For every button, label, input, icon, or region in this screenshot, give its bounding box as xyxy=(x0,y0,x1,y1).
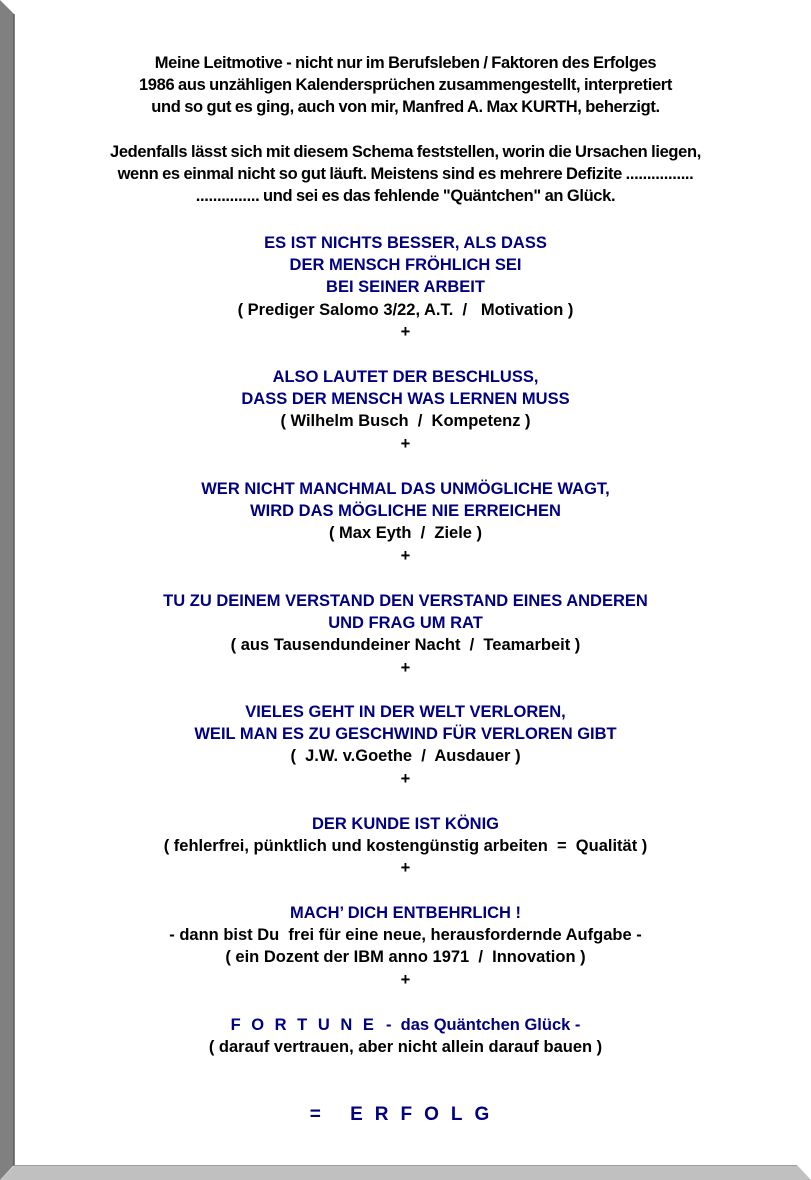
plus-operator: + xyxy=(400,859,411,878)
motto-line: DER KUNDE IST KÖNIG xyxy=(311,815,499,833)
motto-line: WIRD DAS MÖGLICHE NIE ERREICHEN xyxy=(250,502,561,521)
page-frame-left-edge xyxy=(0,0,15,1180)
intro-line: 1986 aus unzähligen Kalendersprüchen zusammengestellt, interpretiert xyxy=(138,76,673,95)
motto-section-kompetenz xyxy=(15,366,796,455)
motto-subline: - dann bist Du frei für eine neue, herausfordernde Aufgabe - xyxy=(169,926,642,945)
motto-section-innovation xyxy=(15,902,796,991)
motto-line: BEI SEINER ARBEIT xyxy=(326,278,485,297)
intro-line: und so gut es ging, auch von mir, Manfred A. Max KURTH, beherzigt. xyxy=(151,98,660,117)
plus-operator: + xyxy=(400,322,411,341)
motto-source: ( Prediger Salomo 3/22, A.T. / Motivation ) xyxy=(237,300,574,319)
plus-operator: + xyxy=(400,434,411,453)
plus-operator: + xyxy=(400,658,411,677)
motto-source: ( aus Tausendundeiner Nacht / Teamarbeit ) xyxy=(230,636,581,655)
intro-line: ............... und sei es das fehlende "Quäntchen" an Glück. xyxy=(195,187,616,206)
intro-line: wenn es einmal nicht so gut läuft. Meistens sind es mehrere Defizite ................ xyxy=(117,165,694,184)
motto-line: WER NICHT MANCHMAL DAS UNMÖGLICHE WAGT, xyxy=(201,480,610,498)
motto-section-teamarbeit xyxy=(15,590,796,679)
document-page xyxy=(15,0,796,1165)
motto-source: ( Max Eyth / Ziele ) xyxy=(328,524,483,543)
motto-line: ES IST NICHTS BESSER, ALS DASS xyxy=(264,234,547,252)
fortune-subtitle: - das Quäntchen Glück - xyxy=(376,1016,581,1034)
motto-section-qualitaet xyxy=(15,813,796,880)
motto-line: ALSO LAUTET DER BESCHLUSS, xyxy=(272,368,539,386)
motto-line: UND FRAG UM RAT xyxy=(328,614,483,633)
motto-line: MACH’ DICH ENTBEHRLICH ! xyxy=(290,904,521,922)
motto-section-motivation xyxy=(15,232,796,343)
motto-source: ( darauf vertrauen, aber nicht allein darauf bauen ) xyxy=(208,1038,603,1057)
intro-paragraph-2 xyxy=(15,141,796,208)
fortune-word: F O R T U N E xyxy=(230,1016,377,1034)
motto-line: WEIL MAN ES ZU GESCHWIND FÜR VERLOREN GIBT xyxy=(194,725,617,744)
motto-source: ( ein Dozent der IBM anno 1971 / Innovation ) xyxy=(225,948,586,967)
motto-line: TU ZU DEINEM VERSTAND DEN VERSTAND EINES ANDEREN xyxy=(163,592,648,610)
fortune-line xyxy=(15,1014,796,1036)
intro-line: Jedenfalls lässt sich mit diesem Schema feststellen, worin die Ursachen liegen, xyxy=(110,143,701,161)
motto-section-ziele xyxy=(15,478,796,567)
motto-line: DASS DER MENSCH WAS LERNEN MUSS xyxy=(241,390,570,409)
motto-line: DER MENSCH FRÖHLICH SEI xyxy=(289,256,522,275)
plus-operator: + xyxy=(400,546,411,565)
page-frame-bottom-edge xyxy=(0,1165,811,1180)
motto-line: VIELES GEHT IN DER WELT VERLOREN, xyxy=(245,703,566,721)
motto-source: ( Wilhelm Busch / Kompetenz ) xyxy=(280,412,531,431)
plus-operator: + xyxy=(400,769,411,788)
intro-paragraph-1 xyxy=(15,52,796,119)
result-erfolg: = ERFOLG xyxy=(309,1104,502,1125)
intro-line: Meine Leitmotive - nicht nur im Berufsleben / Faktoren des Erfolges xyxy=(154,54,657,72)
plus-operator: + xyxy=(400,970,411,989)
motto-section-fortune xyxy=(15,1014,796,1058)
motto-source: ( J.W. v.Goethe / Ausdauer ) xyxy=(290,747,521,766)
motto-section-ausdauer xyxy=(15,701,796,790)
motto-source: ( fehlerfrei, pünktlich und kostengünstig arbeiten = Qualität ) xyxy=(163,837,648,856)
